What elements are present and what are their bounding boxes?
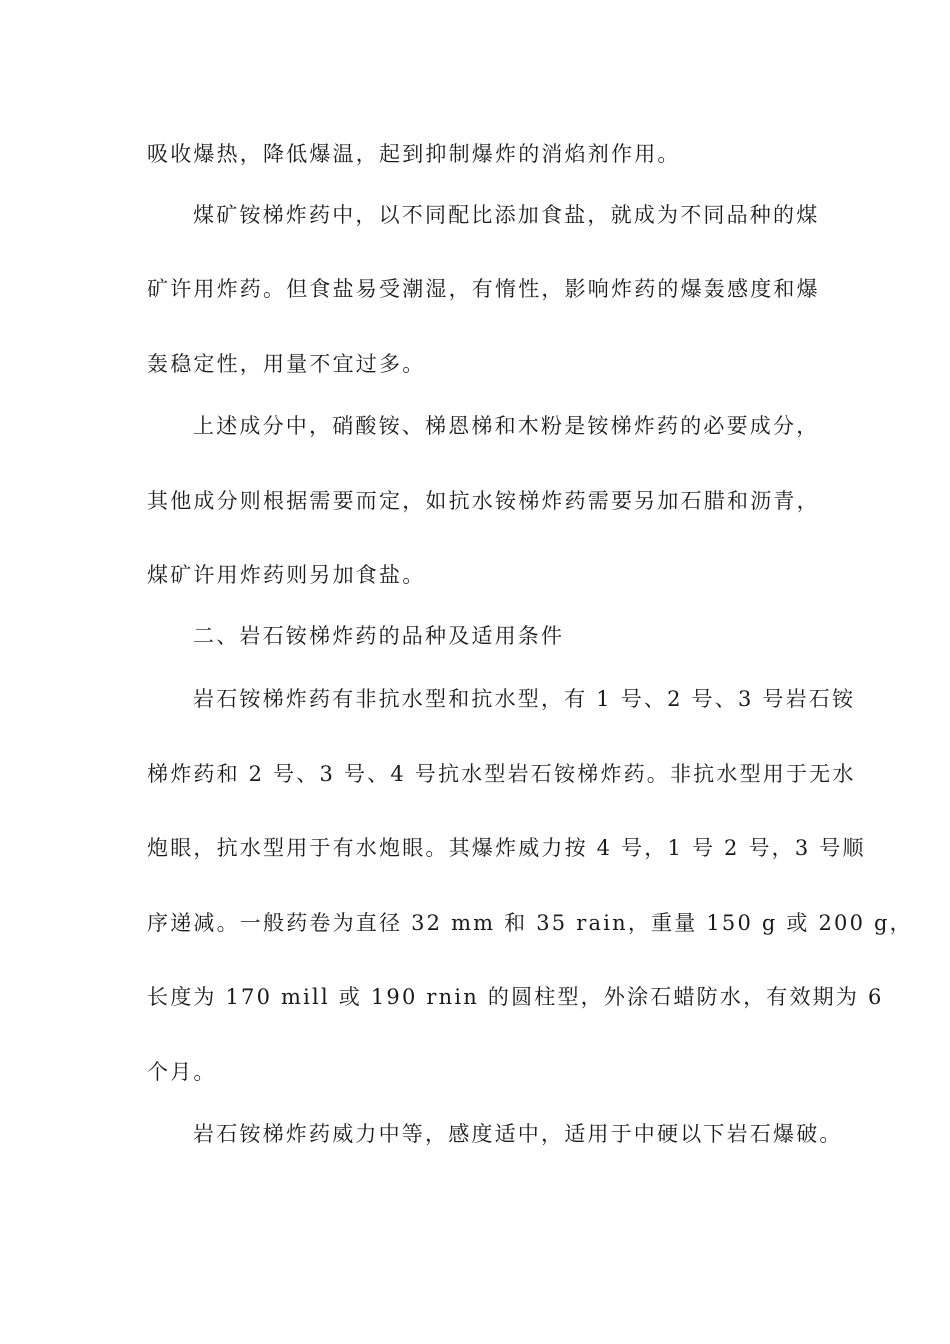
text-line-4: 轰稳定性，用量不宜过多。 [147,352,426,376]
text-line-14: 个月。 [147,1060,217,1084]
text-line-13: 长度为 170 mill 或 190 rnin 的圆柱型，外涂石蜡防水，有效期为 6 [147,985,884,1009]
text-line-3: 矿许用炸药。但食盐易受潮湿，有惰性，影响炸药的爆轰感度和爆 [147,277,820,301]
text-line-9: 岩石铵梯炸药有非抗水型和抗水型，有 1 号、2 号、3 号岩石铵 [193,687,856,711]
text-line-2: 煤矿铵梯炸药中，以不同配比添加食盐，就成为不同品种的煤 [193,203,820,227]
text-line-7: 煤矿许用炸药则另加食盐。 [147,563,426,587]
text-line-15: 岩石铵梯炸药威力中等，感度适中，适用于中硬以下岩石爆破。 [193,1122,843,1146]
text-line-12: 序递减。一般药卷为直径 32 mm 和 35 rain，重量 150 g 或 200 g， [147,911,913,935]
text-line-1: 吸收爆热，降低爆温，起到抑制爆炸的消焰剂作用。 [147,142,681,166]
text-line-5: 上述成分中，硝酸铵、梯恩梯和木粉是铵梯炸药的必要成分， [193,414,820,438]
text-line-10: 梯炸药和 2 号、3 号、4 号抗水型岩石铵梯炸药。非抗水型用于无水 [147,762,856,786]
section-heading: 二、岩石铵梯炸药的品种及适用条件 [193,624,565,648]
text-line-11: 炮眼，抗水型用于有水炮眼。其爆炸威力按 4 号，1 号 2 号，3 号顺 [147,836,866,860]
text-line-6: 其他成分则根据需要而定，如抗水铵梯炸药需要另加石腊和沥青， [147,489,820,513]
